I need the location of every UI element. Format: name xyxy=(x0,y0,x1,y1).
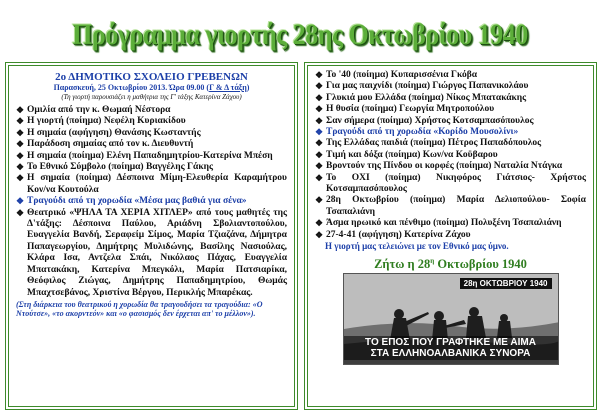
long-live-heading: Ζήτω η $28^\eta$ Οκτωβρίου 1940 xyxy=(374,257,527,272)
diamond-bullet-icon: ❖ xyxy=(16,207,25,218)
diamond-bullet-icon: ❖ xyxy=(315,104,324,115)
photo-date-stamp: 28η ΟΚΤΩΒΡΙΟΥ 1940 xyxy=(460,278,552,289)
list-item: ❖ Βροντούν της Πίνδου οι κορφές (ποίημα) Ναταλία Ντάγκα xyxy=(315,161,563,172)
diamond-bullet-icon: ❖ xyxy=(16,150,25,161)
list-item: ❖ Τραγούδι από τη χορωδία «Κορίδο Μουσολίνι» xyxy=(315,127,519,138)
list-item: ❖ Το '40 (ποίημα) Κυπαρισσένια Γκόβα xyxy=(315,70,478,80)
diamond-bullet-icon: ❖ xyxy=(315,81,324,92)
list-item: ❖ Η θυσία (ποίημα) Γεωργία Μητροπούλου xyxy=(315,104,495,115)
diamond-bullet-icon: ❖ xyxy=(315,172,324,183)
diamond-bullet-icon: ❖ xyxy=(16,173,25,184)
list-item: ❖ Τραγούδι από τη χορωδία «Μέσα μας βαθιά για σένα» xyxy=(16,196,247,207)
list-item: ❖ Το Εθνικό Σύμβολο (ποίημα) Βαγγέλης Γάκης xyxy=(16,162,214,173)
list-item: ❖ Άσμα ηρωικό και πένθιμο (ποίημα) Πολυξένη Τσαπαλιάνη xyxy=(315,218,562,229)
list-item: ❖ Τιμή και δόξα (ποίημα) Κων/να Κοϋβαρου xyxy=(315,149,498,160)
list-item: ❖ Γλυκιά μου Ελλάδα (ποίημα) Νίκος Μπατακάκης xyxy=(315,92,527,103)
diamond-bullet-icon: ❖ xyxy=(16,139,25,150)
list-item: ❖ Για μας παιχνίδι (ποίημα) Γιώργος Παπανικολάου xyxy=(315,81,529,92)
diamond-bullet-icon: ❖ xyxy=(16,105,25,115)
diamond-bullet-icon: ❖ xyxy=(16,116,25,127)
school-name: 2ο ΔΗΜΟΤΙΚΟ ΣΧΟΛΕΙΟ ΓΡΕΒΕΝΩΝ xyxy=(55,71,248,83)
list-item: ❖ Παράδοση σημαίας από τον κ. Διευθυντή xyxy=(16,139,194,150)
right-column xyxy=(304,62,597,410)
historic-photo xyxy=(343,273,559,365)
diamond-bullet-icon: ❖ xyxy=(315,138,324,149)
list-item: ❖ Το ΟΧΙ (ποίημα) Νικηφόρος Γιάτσιος- Χρήστος Κοτσαμπασόπουλος xyxy=(315,172,586,195)
diamond-bullet-icon: ❖ xyxy=(16,196,25,207)
anthem-ending: Η γιορτή μας τελειώνει με τον Εθνικό μας ύμνο. xyxy=(325,241,509,252)
presenter-note: (Τη γιορτή παρουσιάζει η μαθήτρια της Γ' τάξης Κατερίνα Ζάχου) xyxy=(61,93,242,101)
list-item: ❖ 27-4-41 (αφήγηση) Κατερίνα Ζάχου xyxy=(315,229,471,240)
list-item: ❖ 28η Οκτωβρίου (ποίημα) Μαρία Δελιοπούλου- Σοφία Τσαπαλιάνη xyxy=(315,195,586,217)
page-title: Πρόγραμμα γιορτής 28ης Οκτωβρίου 1940 xyxy=(72,18,528,51)
footnote: (Στη διάρκεια του θεατρικού η χορωδία θα τραγουδήσει τα τραγούδια: «Ο Ντούτσε», «το ακορντεόν» και «ο φασισμός δεν έρχεται απ' το μέλλον»). xyxy=(16,299,263,319)
diamond-bullet-icon: ❖ xyxy=(315,161,324,172)
diamond-bullet-icon: ❖ xyxy=(315,195,324,206)
diamond-bullet-icon: ❖ xyxy=(315,218,324,229)
diamond-bullet-icon: ❖ xyxy=(315,229,324,240)
list-item: ❖ Ομιλία από την κ. Θωμαή Νέστορα xyxy=(16,105,171,115)
diamond-bullet-icon: ❖ xyxy=(16,162,25,173)
event-date: Παρασκευή, 25 Οκτωβρίου 2013. Ώρα 09.00 (Γ & Δ τάξη) xyxy=(53,83,250,92)
diamond-bullet-icon: ❖ xyxy=(16,127,25,138)
left-column xyxy=(5,62,298,410)
diamond-bullet-icon: ❖ xyxy=(315,115,324,126)
diamond-bullet-icon: ❖ xyxy=(315,149,324,160)
right-program-list xyxy=(315,70,586,241)
list-item: ❖ Της Ελλάδας παιδιά (ποίημα) Πέτρος Παπαδόπουλος xyxy=(315,138,542,149)
diamond-bullet-icon: ❖ xyxy=(315,127,324,138)
diamond-bullet-icon: ❖ xyxy=(315,92,324,103)
list-item: ❖ Σαν σήμερα (ποίημα) Χρήστος Κοτσαμπασόπουλος xyxy=(315,115,534,126)
list-item: ❖ Θεατρικό «ΨΗΛΑ ΤΑ ΧΕΡΙΑ ΧΙΤΛΕΡ» από τους μαθητές της Δ'τάξης: Δέσποινα Παύλου, Αριάδνη Σβολιαντοπούλου, Ευαγγελία Βανδή, Σεραφείμ Σίμος, Μαρία Τζιαζάνα, Δήμητρα Παπαγεωργίου, Δημήτρης Μυλιδώνης, Βασίλης Νασιούλας, Κλάρα Ισα, Αντζελα Σπάι, Νικόλαος Πάχας, Ευαγγελία Μπατακάκη, Κατερίνα Μπεγκόλι, Μαρία Πατσιαρίκα, Θεόφιλος Ζιώγας, Δημήτρης Παπαδημητρίου, Θωμάς Μπαχτσεβάνος, Χριστίνα Βέργου, Περικλής Μπαρέκας. xyxy=(16,207,287,298)
photo-caption: ΤΟ ΕΠΟΣ ΠΟΥ ΓΡΑΦΤΗΚΕ ΜΕ ΑΙΜΑ ΣΤΑ ΕΛΛΗΝΟΑΛΒΑΝΙΚΑ ΣΥΝΟΡΑ xyxy=(344,336,558,360)
list-item: ❖ Η γιορτή (ποίημα) Νεφέλη Κυριακίδου xyxy=(16,116,186,127)
list-item: ❖ Η σημαία (αφήγηση) Θανάσης Κωσταντής xyxy=(16,127,201,138)
list-item: ❖ Η σημαία (ποίημα) Ελένη Παπαδημητρίου-Κατερίνα Μπέση xyxy=(16,150,273,161)
list-item: ❖ Η σημαία (ποίημα) Δέσποινα Μίμη-Ελευθερία Καραμήτρου Κον/να Κουτούλα xyxy=(16,173,287,195)
diamond-bullet-icon: ❖ xyxy=(315,70,324,80)
left-program-list xyxy=(16,105,287,299)
